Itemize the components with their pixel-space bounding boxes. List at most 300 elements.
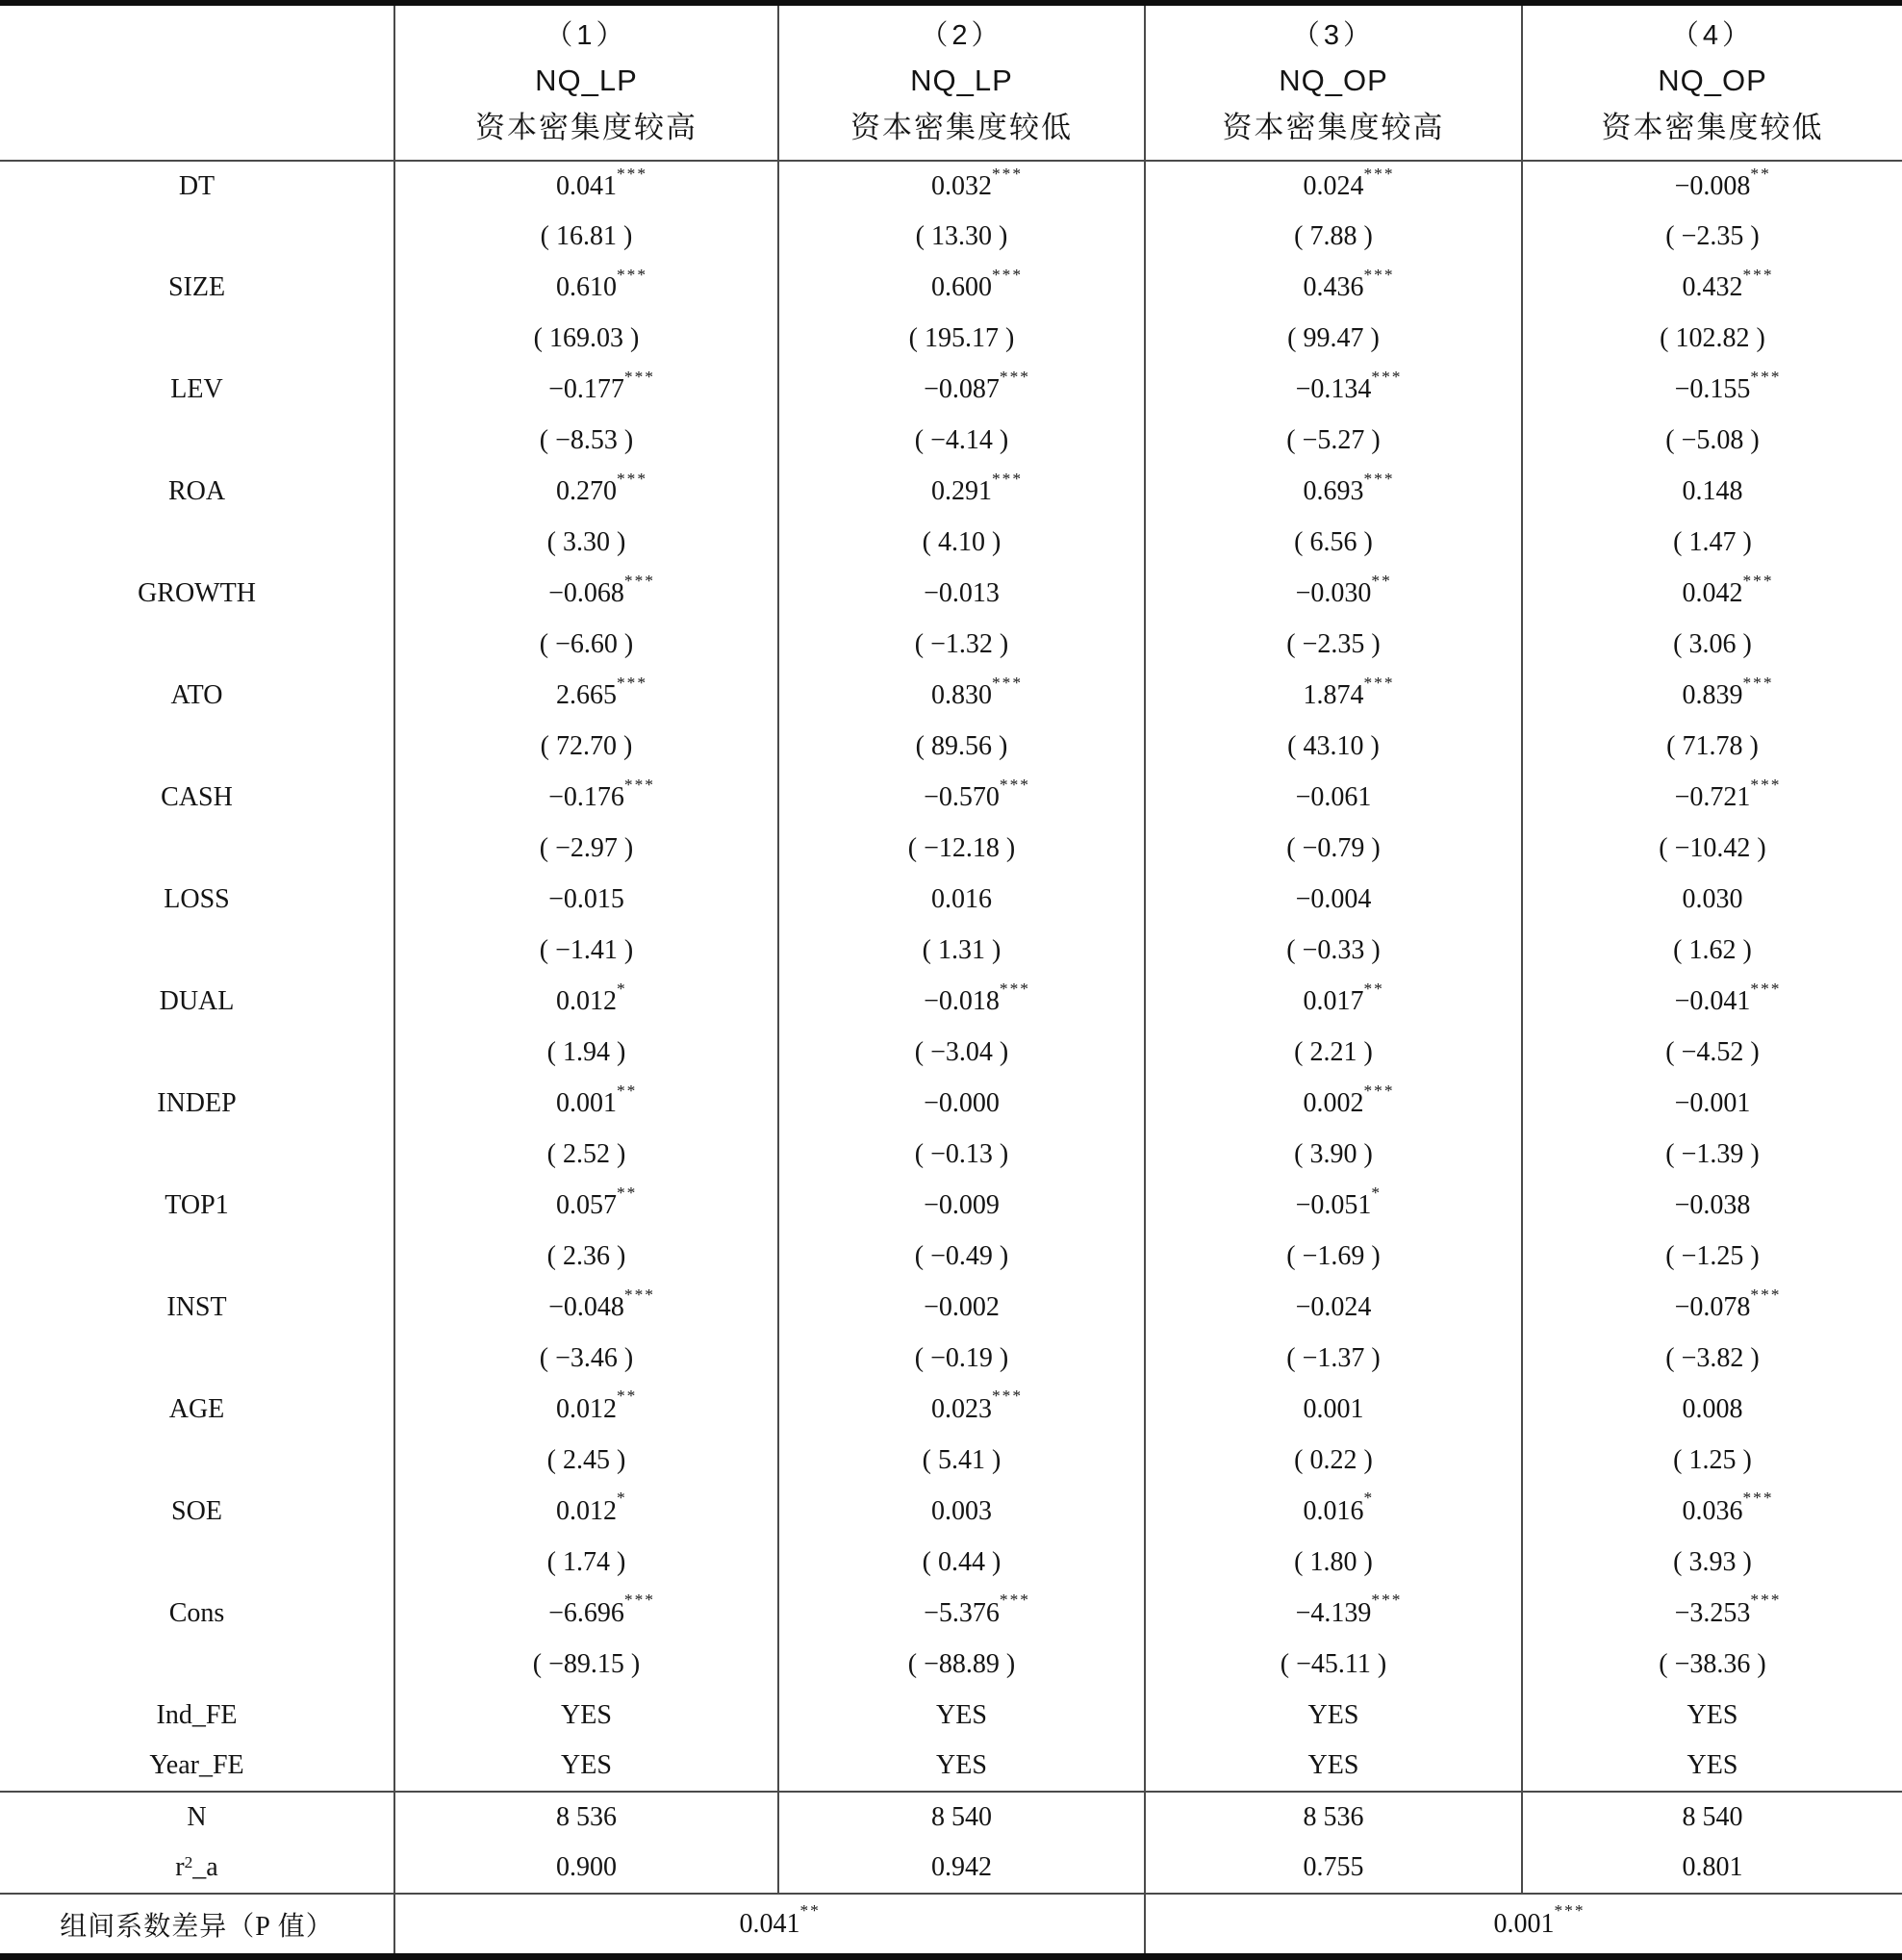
tstat-row: [0, 416, 1902, 467]
coefficient-cell: [778, 1588, 1145, 1639]
tstat-cell: ( −12.18 ): [778, 824, 1145, 875]
coefficient-value: −0.570: [924, 782, 1000, 813]
significance-stars: **: [1371, 571, 1392, 590]
significance-stars: ***: [1363, 266, 1395, 285]
coefficient-value: 0.036: [1682, 1495, 1743, 1526]
significance-stars: ***: [999, 979, 1030, 998]
coefficient-cell: [1522, 263, 1902, 314]
coefficient-value: −0.030: [1295, 578, 1372, 609]
significance-stars: ***: [1750, 979, 1782, 998]
tstat-cell: ( −89.15 ): [394, 1639, 778, 1690]
tstat-cell: ( 2.21 ): [1145, 1027, 1522, 1078]
tstat-cell: ( −0.49 ): [778, 1231, 1145, 1282]
tstat-row: [0, 1027, 1902, 1078]
coefficient-value: 0.041: [556, 170, 617, 201]
tstat-cell: ( −1.39 ): [1522, 1129, 1902, 1180]
coefficient-cell: [778, 1384, 1145, 1435]
tstat-cell: ( 72.70 ): [394, 722, 778, 773]
coefficient-cell: [394, 467, 778, 518]
coefficient-cell: [1522, 773, 1902, 824]
tstat-cell: ( 3.30 ): [394, 518, 778, 569]
column-header-1: [394, 3, 778, 161]
fe-cell: YES: [1145, 1741, 1522, 1792]
significance-stars: ***: [1554, 1901, 1585, 1921]
n-cell: 8 540: [778, 1792, 1145, 1843]
tstat-row: [0, 926, 1902, 977]
row-label: N: [0, 1792, 394, 1843]
significance-stars: *: [617, 979, 627, 998]
empty-cell: [0, 1231, 394, 1282]
significance-stars: ***: [999, 775, 1030, 794]
coefficient-cell: [778, 1078, 1145, 1129]
coefficient-cell: [1522, 671, 1902, 722]
coefficient-row: [0, 161, 1902, 212]
r2-base: r: [175, 1852, 185, 1883]
coefficient-value: 0.016: [1303, 1495, 1364, 1526]
coefficient-row: [0, 1180, 1902, 1231]
coefficient-cell: [778, 671, 1145, 722]
significance-stars: ***: [992, 1387, 1024, 1406]
variable-label: DUAL: [159, 985, 235, 1016]
diff-p-value-op: [1145, 1894, 1902, 1956]
tstat-cell: ( 1.25 ): [1522, 1435, 1902, 1486]
coefficient-value: 0.003: [931, 1495, 992, 1526]
coefficient-value: −5.376: [924, 1597, 1000, 1628]
coefficient-cell: [1145, 1282, 1522, 1333]
header-row: [0, 3, 1902, 161]
significance-stars: ***: [623, 1591, 655, 1610]
coefficient-value: 1.874: [1303, 680, 1364, 711]
coefficient-cell: [778, 161, 1145, 212]
tstat-cell: ( 6.56 ): [1145, 518, 1522, 569]
dependent-variable: NQ_LP: [535, 64, 638, 97]
tstat-cell: ( −4.14 ): [778, 416, 1145, 467]
coefficient-value: −0.134: [1295, 374, 1372, 405]
coefficient-cell: [778, 977, 1145, 1028]
variable-label: TOP1: [165, 1189, 229, 1220]
coefficient-cell: [394, 773, 778, 824]
tstat-cell: ( 13.30 ): [778, 212, 1145, 263]
coefficient-cell: [1522, 1282, 1902, 1333]
variable-label: SOE: [171, 1495, 222, 1526]
tstat-cell: ( 71.78 ): [1522, 722, 1902, 773]
significance-stars: ***: [992, 673, 1024, 692]
significance-stars: **: [617, 1183, 638, 1202]
dependent-variable: NQ_OP: [1279, 64, 1388, 97]
coefficient-cell: [1145, 1384, 1522, 1435]
coefficient-value: 0.017: [1303, 985, 1364, 1016]
significance-stars: *: [1371, 1183, 1382, 1202]
coefficient-row: [0, 1384, 1902, 1435]
coefficient-row: [0, 875, 1902, 926]
fe-cell: YES: [1522, 1741, 1902, 1792]
coefficient-row: [0, 569, 1902, 620]
significance-stars: ***: [1371, 1591, 1403, 1610]
tstat-row: [0, 518, 1902, 569]
empty-cell: [0, 1333, 394, 1384]
fe-cell: YES: [1145, 1690, 1522, 1741]
tstat-row: [0, 1129, 1902, 1180]
n-cell: 8 536: [394, 1792, 778, 1843]
significance-stars: ***: [1750, 368, 1782, 387]
coefficient-cell: [394, 1486, 778, 1537]
coefficient-value: −0.177: [548, 374, 624, 405]
tstat-cell: ( 2.36 ): [394, 1231, 778, 1282]
coefficient-value: −0.002: [924, 1291, 1000, 1322]
variable-label: LEV: [170, 374, 223, 405]
column-header-4: [1522, 3, 1902, 161]
variable-label: ROA: [167, 476, 226, 507]
coefficient-cell: [778, 569, 1145, 620]
coefficient-value: 0.024: [1303, 170, 1364, 201]
significance-stars: ***: [623, 1285, 655, 1304]
coefficient-cell: [1522, 161, 1902, 212]
coefficient-cell: [394, 161, 778, 212]
tstat-row: [0, 722, 1902, 773]
coefficient-value: 0.012: [556, 1495, 617, 1526]
coefficient-row: [0, 467, 1902, 518]
coefficient-value: −6.696: [548, 1597, 624, 1628]
coefficient-value: 0.008: [1682, 1393, 1743, 1424]
coefficient-cell: [1145, 467, 1522, 518]
coefficient-cell: [1145, 1486, 1522, 1537]
r2-cell: 0.801: [1522, 1843, 1902, 1894]
tstat-cell: ( 1.94 ): [394, 1027, 778, 1078]
coefficient-value: 0.610: [556, 272, 617, 303]
coefficient-cell: [778, 467, 1145, 518]
tstat-row: [0, 1639, 1902, 1690]
diff-p-value-lp: [394, 1894, 1145, 1956]
row-label: 组间系数差异（P 值）: [0, 1894, 394, 1956]
r-squared-row: [0, 1843, 1902, 1894]
coefficient-value: −0.051: [1295, 1189, 1372, 1220]
coefficient-value: 0.436: [1303, 272, 1364, 303]
coefficient-row: [0, 1486, 1902, 1537]
coefficient-value: −0.078: [1674, 1291, 1751, 1322]
coefficient-cell: [1522, 1180, 1902, 1231]
coefficient-value: −0.068: [548, 578, 624, 609]
tstat-cell: ( −3.82 ): [1522, 1333, 1902, 1384]
significance-stars: ***: [1363, 164, 1395, 183]
r2-rest: _a: [192, 1852, 218, 1883]
fixed-effects-section: [0, 1690, 1902, 1792]
coefficient-row: [0, 977, 1902, 1028]
coefficient-row: [0, 773, 1902, 824]
tstat-cell: ( −5.27 ): [1145, 416, 1522, 467]
significance-stars: *: [617, 1489, 627, 1508]
coefficient-value: −0.018: [924, 985, 1000, 1016]
tstat-cell: ( 89.56 ): [778, 722, 1145, 773]
tstat-cell: ( −0.79 ): [1145, 824, 1522, 875]
tstat-row: [0, 212, 1902, 263]
tstat-cell: ( 1.80 ): [1145, 1537, 1522, 1588]
significance-stars: ***: [623, 775, 655, 794]
coefficient-cell: [1522, 569, 1902, 620]
tstat-cell: ( −5.08 ): [1522, 416, 1902, 467]
subsample-label: 资本密集度较低: [1601, 111, 1824, 144]
coefficient-value: 0.600: [931, 272, 992, 303]
tstat-cell: ( 2.52 ): [394, 1129, 778, 1180]
coefficient-row: [0, 1588, 1902, 1639]
tstat-cell: ( −1.69 ): [1145, 1231, 1522, 1282]
coefficient-cell: [1522, 1486, 1902, 1537]
tstat-cell: ( 195.17 ): [778, 314, 1145, 365]
n-cell: 8 540: [1522, 1792, 1902, 1843]
coefficient-value: −0.000: [924, 1087, 1000, 1118]
empty-cell: [0, 926, 394, 977]
tstat-row: [0, 824, 1902, 875]
coefficient-cell: [394, 671, 778, 722]
significance-stars: ***: [1742, 673, 1774, 692]
fe-cell: YES: [394, 1741, 778, 1792]
coefficient-value: 0.270: [556, 476, 617, 507]
tstat-cell: ( 3.06 ): [1522, 620, 1902, 671]
significance-stars: ***: [1750, 1285, 1782, 1304]
significance-stars: **: [799, 1901, 821, 1921]
empty-cell: [0, 1537, 394, 1588]
variable-label: ATO: [170, 680, 223, 711]
coefficient-value: 0.057: [556, 1189, 617, 1220]
coefficient-cell: [1522, 875, 1902, 926]
significance-stars: ***: [617, 266, 648, 285]
coefficient-cell: [1522, 365, 1902, 416]
tstat-cell: ( 2.45 ): [394, 1435, 778, 1486]
variable-label: AGE: [168, 1393, 225, 1424]
empty-cell: [0, 1129, 394, 1180]
empty-cell: [0, 722, 394, 773]
variable-label: SIZE: [167, 272, 226, 303]
row-label: Year_FE: [149, 1750, 244, 1781]
tstat-cell: ( 7.88 ): [1145, 212, 1522, 263]
tstat-cell: ( 0.22 ): [1145, 1435, 1522, 1486]
tstat-cell: ( −45.11 ): [1145, 1639, 1522, 1690]
coefficient-value: −0.001: [1674, 1087, 1751, 1118]
row-label: Ind_FE: [156, 1699, 238, 1730]
coefficient-cell: [394, 875, 778, 926]
column-header-2: [778, 3, 1145, 161]
coefficient-value: −0.038: [1674, 1189, 1751, 1220]
row-label: [0, 1843, 394, 1894]
coefficient-value: −0.008: [1674, 170, 1751, 201]
tstat-cell: ( −4.52 ): [1522, 1027, 1902, 1078]
coefficient-cell: [394, 569, 778, 620]
tstat-row: [0, 1537, 1902, 1588]
significance-stars: ***: [1363, 673, 1395, 692]
coefficient-cell: [1522, 1384, 1902, 1435]
significance-stars: ***: [1750, 1591, 1782, 1610]
coefficient-cell: [1145, 671, 1522, 722]
significance-stars: ***: [999, 1591, 1030, 1610]
tstat-cell: ( 1.74 ): [394, 1537, 778, 1588]
empty-cell: [0, 416, 394, 467]
coefficient-cell: [394, 365, 778, 416]
tstat-row: [0, 1435, 1902, 1486]
coefficient-value: 0.012: [556, 1393, 617, 1424]
coefficient-cell: [394, 1588, 778, 1639]
coefficient-value: −0.015: [548, 884, 624, 915]
coefficient-value: −0.009: [924, 1189, 1000, 1220]
coefficient-value: 0.016: [931, 884, 992, 915]
coefficient-row: [0, 1078, 1902, 1129]
coefficient-value: 0.032: [931, 170, 992, 201]
coefficient-cell: [394, 1384, 778, 1435]
coefficient-cell: [394, 263, 778, 314]
significance-stars: ***: [1363, 1081, 1395, 1100]
tstat-cell: ( −6.60 ): [394, 620, 778, 671]
coefficient-value: 0.291: [931, 476, 992, 507]
coefficient-value: −0.024: [1295, 1291, 1372, 1322]
significance-stars: ***: [1750, 775, 1782, 794]
coefficient-row: [0, 1282, 1902, 1333]
dependent-variable: NQ_LP: [910, 64, 1013, 97]
tstat-cell: ( −38.36 ): [1522, 1639, 1902, 1690]
coefficient-cell: [1145, 1078, 1522, 1129]
significance-stars: ***: [617, 673, 648, 692]
coefficient-cell: [394, 977, 778, 1028]
variable-label: CASH: [161, 782, 233, 813]
tstat-row: [0, 1333, 1902, 1384]
tstat-cell: ( 102.82 ): [1522, 314, 1902, 365]
significance-stars: ***: [617, 470, 648, 489]
tstat-cell: ( 43.10 ): [1145, 722, 1522, 773]
significance-stars: ***: [1742, 571, 1774, 590]
empty-cell: [0, 314, 394, 365]
p-value: 0.001: [1493, 1908, 1555, 1939]
coefficient-row: [0, 263, 1902, 314]
coefficient-cell: [778, 365, 1145, 416]
r2-sup: 2: [184, 1852, 193, 1871]
significance-stars: **: [617, 1387, 638, 1406]
tstat-cell: ( 1.31 ): [778, 926, 1145, 977]
variable-label: GROWTH: [138, 578, 256, 609]
coefficient-value: −0.176: [548, 782, 624, 813]
tstat-cell: ( −1.32 ): [778, 620, 1145, 671]
dependent-variable: NQ_OP: [1658, 64, 1767, 97]
coefficient-cell: [1145, 569, 1522, 620]
tstat-cell: ( 3.93 ): [1522, 1537, 1902, 1588]
tstat-cell: ( −0.13 ): [778, 1129, 1145, 1180]
coefficient-value: −0.013: [924, 578, 1000, 609]
coefficient-value: −4.139: [1295, 1597, 1372, 1628]
year-fe-row: [0, 1741, 1902, 1792]
significance-stars: ***: [992, 470, 1024, 489]
significance-stars: ***: [1742, 266, 1774, 285]
variable-label: LOSS: [164, 884, 230, 915]
coefficient-value: 0.839: [1682, 680, 1743, 711]
tstat-cell: ( 1.62 ): [1522, 926, 1902, 977]
coefficient-cell: [1145, 977, 1522, 1028]
significance-stars: **: [1363, 979, 1384, 998]
r2-cell: 0.942: [778, 1843, 1145, 1894]
p-value: 0.041: [739, 1908, 800, 1939]
subsample-label: 资本密集度较低: [850, 111, 1073, 144]
coefficient-cell: [1522, 1588, 1902, 1639]
table-header: [0, 3, 1902, 161]
observations-row: [0, 1792, 1902, 1843]
coefficient-value: −0.048: [548, 1291, 624, 1322]
coefficients-section: [0, 161, 1902, 1690]
significance-stars: ***: [992, 266, 1024, 285]
coefficient-value: −0.155: [1674, 374, 1751, 405]
coefficient-cell: [778, 773, 1145, 824]
tstat-row: [0, 314, 1902, 365]
model-number: （3）: [1291, 20, 1376, 51]
significance-stars: ***: [1742, 1489, 1774, 1508]
tstat-cell: ( −2.97 ): [394, 824, 778, 875]
tstat-cell: ( −2.35 ): [1145, 620, 1522, 671]
fe-cell: YES: [778, 1741, 1145, 1792]
coefficient-value: 0.432: [1682, 272, 1743, 303]
coefficient-value: 0.001: [1303, 1393, 1364, 1424]
coefficient-value: 0.830: [931, 680, 992, 711]
tstat-cell: ( −0.19 ): [778, 1333, 1145, 1384]
coefficient-value: 2.665: [556, 680, 617, 711]
tstat-row: [0, 620, 1902, 671]
coefficient-cell: [1522, 977, 1902, 1028]
model-number: （1）: [545, 20, 628, 51]
tstat-row: [0, 1231, 1902, 1282]
n-cell: 8 536: [1145, 1792, 1522, 1843]
coefficient-cell: [1145, 875, 1522, 926]
coefficient-value: −3.253: [1674, 1597, 1751, 1628]
model-number: （4）: [1670, 20, 1755, 51]
coefficient-value: 0.012: [556, 985, 617, 1016]
coefficient-cell: [394, 1282, 778, 1333]
tstat-cell: ( 99.47 ): [1145, 314, 1522, 365]
coefficient-row: [0, 671, 1902, 722]
model-number: （2）: [920, 20, 1003, 51]
coefficient-cell: [1145, 263, 1522, 314]
tstat-cell: ( 0.44 ): [778, 1537, 1145, 1588]
tstat-cell: ( −10.42 ): [1522, 824, 1902, 875]
coefficient-cell: [778, 263, 1145, 314]
tstat-cell: ( −8.53 ): [394, 416, 778, 467]
ind-fe-row: [0, 1690, 1902, 1741]
tstat-cell: ( −3.04 ): [778, 1027, 1145, 1078]
coefficient-cell: [1145, 773, 1522, 824]
coefficient-value: −0.041: [1674, 985, 1751, 1016]
tstat-cell: ( 4.10 ): [778, 518, 1145, 569]
fe-cell: YES: [778, 1690, 1145, 1741]
tstat-cell: ( 169.03 ): [394, 314, 778, 365]
coefficient-value: −0.721: [1674, 782, 1751, 813]
tstat-cell: ( −1.41 ): [394, 926, 778, 977]
coefficient-value: −0.004: [1295, 884, 1372, 915]
fe-cell: YES: [1522, 1690, 1902, 1741]
tstat-cell: ( −3.46 ): [394, 1333, 778, 1384]
significance-stars: ***: [992, 164, 1024, 183]
coefficient-row: [0, 365, 1902, 416]
coefficient-cell: [1145, 365, 1522, 416]
tstat-cell: ( 3.90 ): [1145, 1129, 1522, 1180]
coefficient-cell: [1145, 1588, 1522, 1639]
coefficient-difference-row: [0, 1894, 1902, 1956]
variable-label: Cons: [168, 1597, 225, 1628]
r2-cell: 0.900: [394, 1843, 778, 1894]
significance-stars: ***: [623, 571, 655, 590]
tstat-cell: ( −88.89 ): [778, 1639, 1145, 1690]
coefficient-cell: [1522, 1078, 1902, 1129]
significance-stars: **: [1750, 164, 1771, 183]
coefficient-value: 0.002: [1303, 1087, 1364, 1118]
tstat-cell: ( 16.81 ): [394, 212, 778, 263]
empty-cell: [0, 1435, 394, 1486]
coefficient-cell: [394, 1078, 778, 1129]
empty-cell: [0, 518, 394, 569]
statistics-section: [0, 1792, 1902, 1956]
coefficient-cell: [1522, 467, 1902, 518]
significance-stars: ***: [617, 164, 648, 183]
